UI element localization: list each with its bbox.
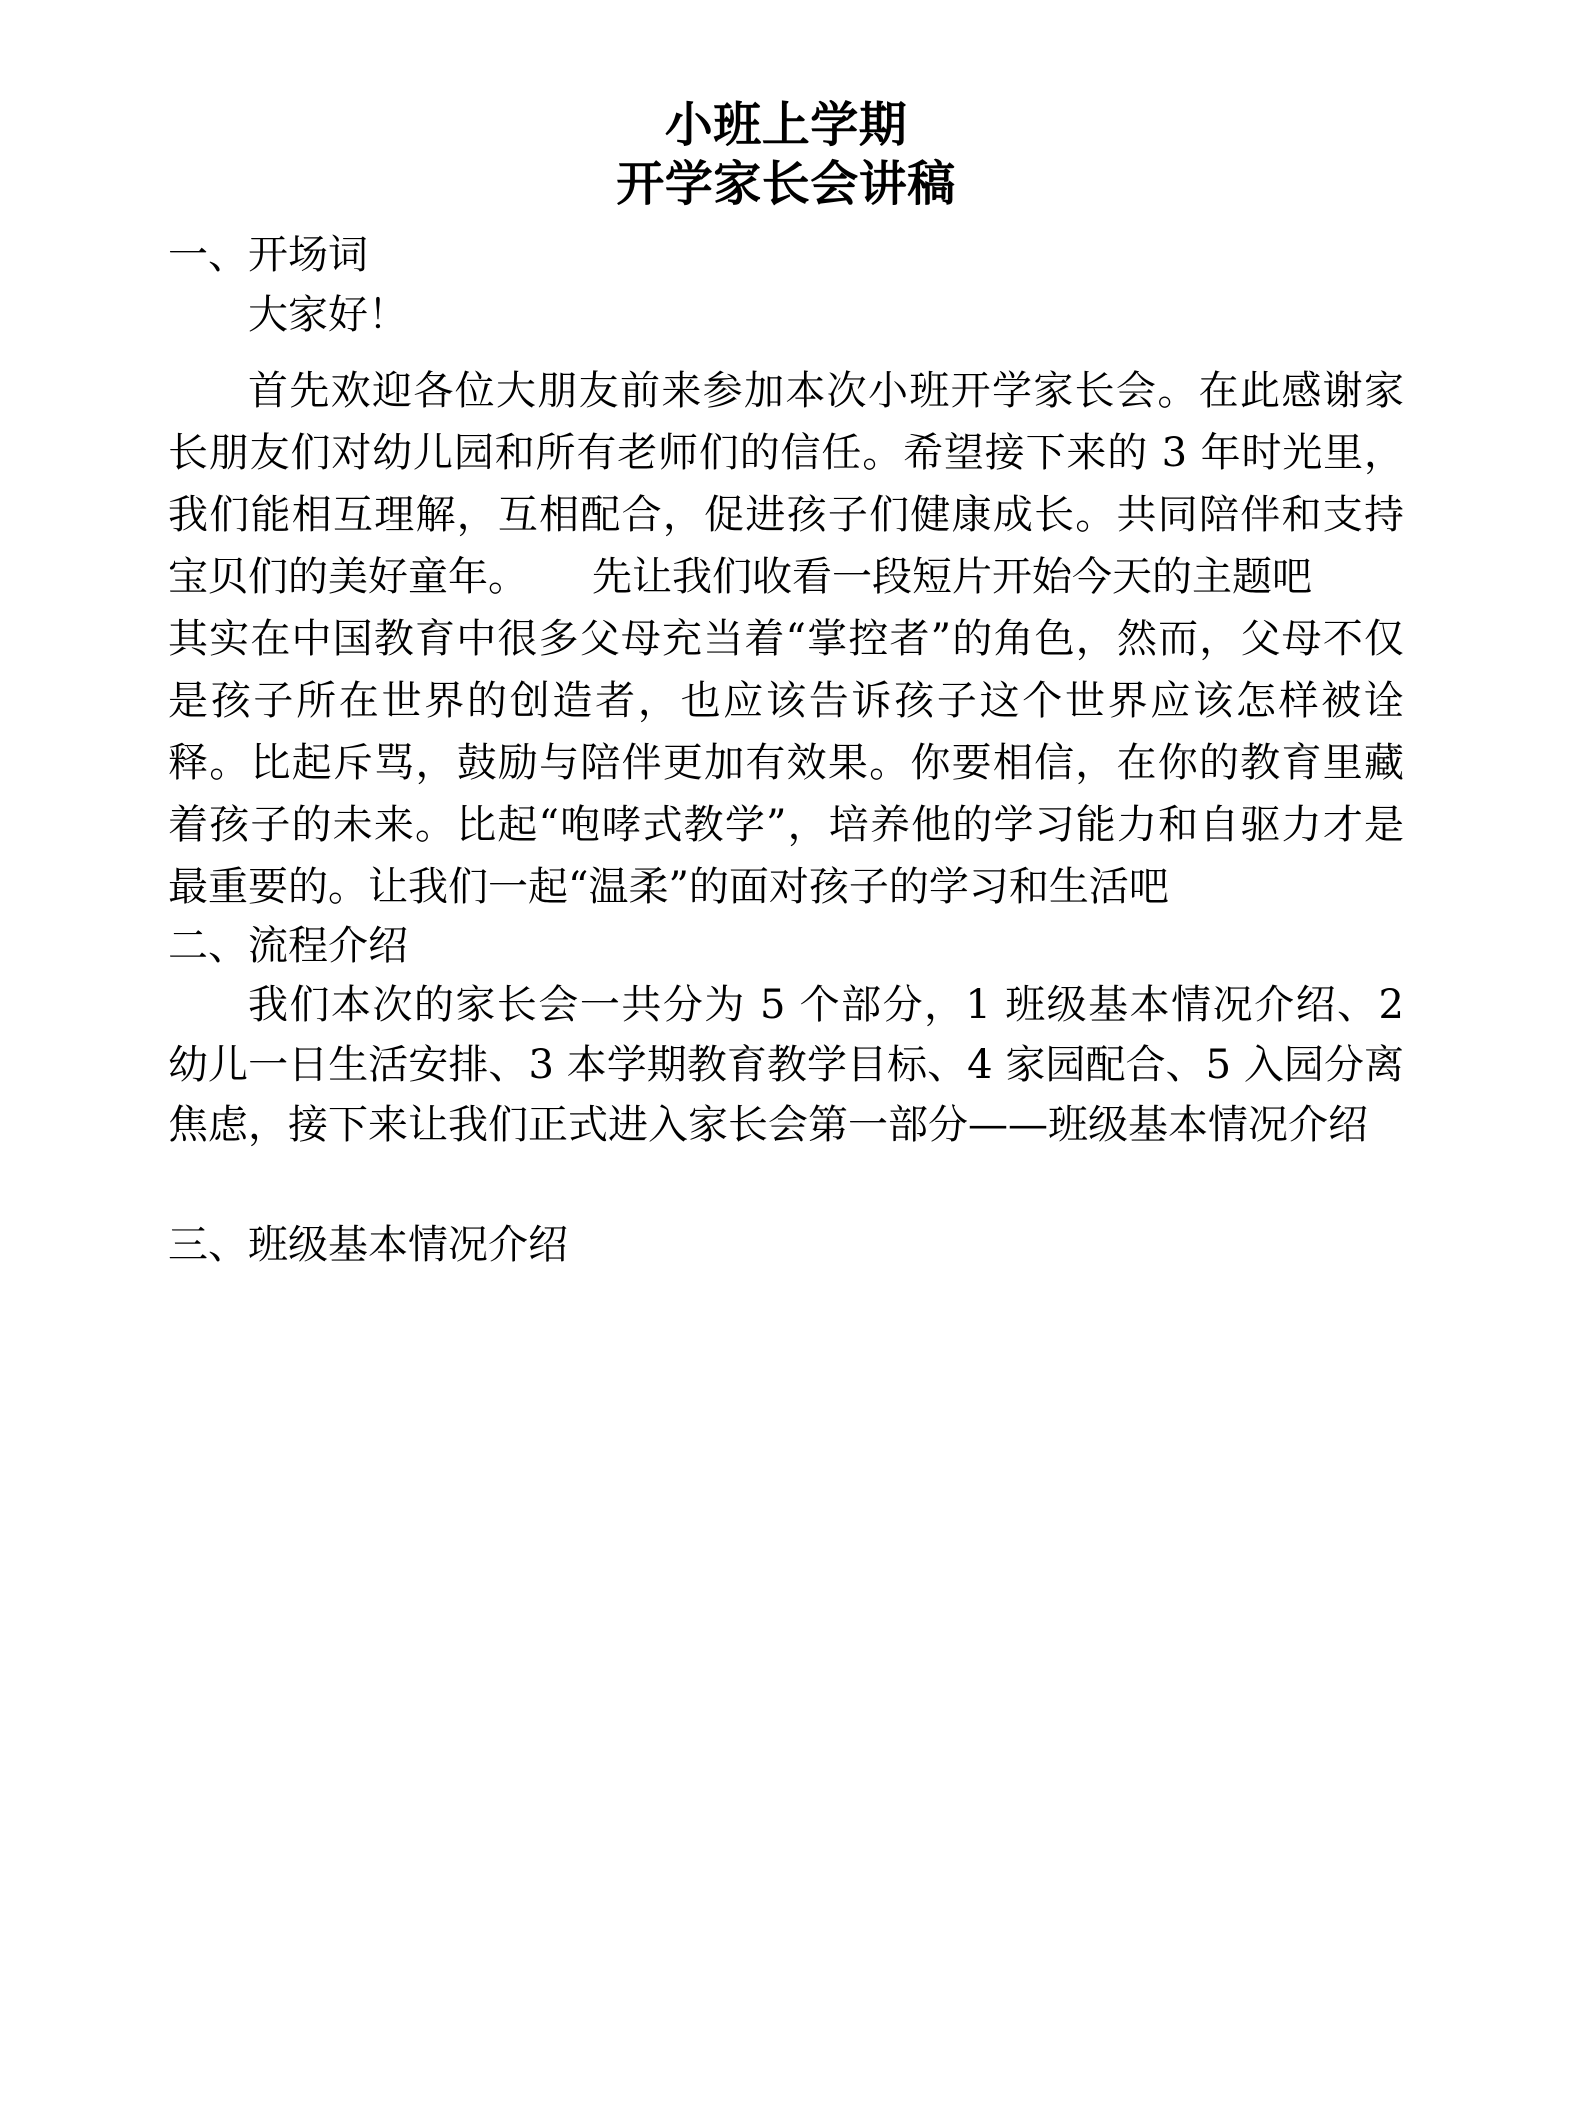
section-1-paragraph-4: 其实在中国教育中很多父母充当着“掌控者”的角色，然而，父母不仅是孩子所在世界的创造者，也应该告诉孩子这个世界应该怎样被诠释。比起斥骂，鼓励与陪伴更加有效果。你要相信，在你的教育里藏着孩子的未来。比起“咆哮式教学”，培养他的学习能力和自驱力才是最重要的。让我们一起“温柔”的面对孩子的学习和生活吧 <box>168 615 1404 910</box>
section-1-paragraph-2 <box>168 360 1404 608</box>
section-1-paragraph-2-text: 首先欢迎各位大朋友前来参加本次小班开学家长会。在此感谢家长朋友们对幼儿园和所有老师们的信任。希望接下来的 3 年时光里，我们能相互理解，互相配合，促进孩子们健康成长。共同陪伴和支持宝贝们的美好童年。 <box>168 367 1404 600</box>
document-title-line-1: 小班上学期 <box>664 97 908 153</box>
section-heading-2: 二、流程介绍 <box>168 922 408 969</box>
section-spacer <box>168 1155 1404 1217</box>
section-heading-3: 三、班级基本情况介绍 <box>168 1221 568 1268</box>
document-title <box>168 96 1404 213</box>
document-title-line-2: 开学家长会讲稿 <box>616 155 956 212</box>
section-heading-1: 一、开场词 <box>168 232 368 279</box>
section-1-paragraph-1: 大家好！ <box>248 291 408 338</box>
section-2-paragraph-1: 我们本次的家长会一共分为 5 个部分，1 班级基本情况介绍、2 幼儿一日生活安排、3 本学期教育教学目标、4 家园配合、5 入园分离焦虑，接下来让我们正式进入家长会第一部分——班级基本情况介绍 <box>168 981 1404 1148</box>
title-spacer <box>168 213 1404 227</box>
section-1-paragraph-3-text: 先让我们收看一段短片开始今天的主题吧 <box>592 553 1312 600</box>
document-body <box>168 96 1404 1273</box>
paragraph-spacer-1 <box>168 346 1404 360</box>
